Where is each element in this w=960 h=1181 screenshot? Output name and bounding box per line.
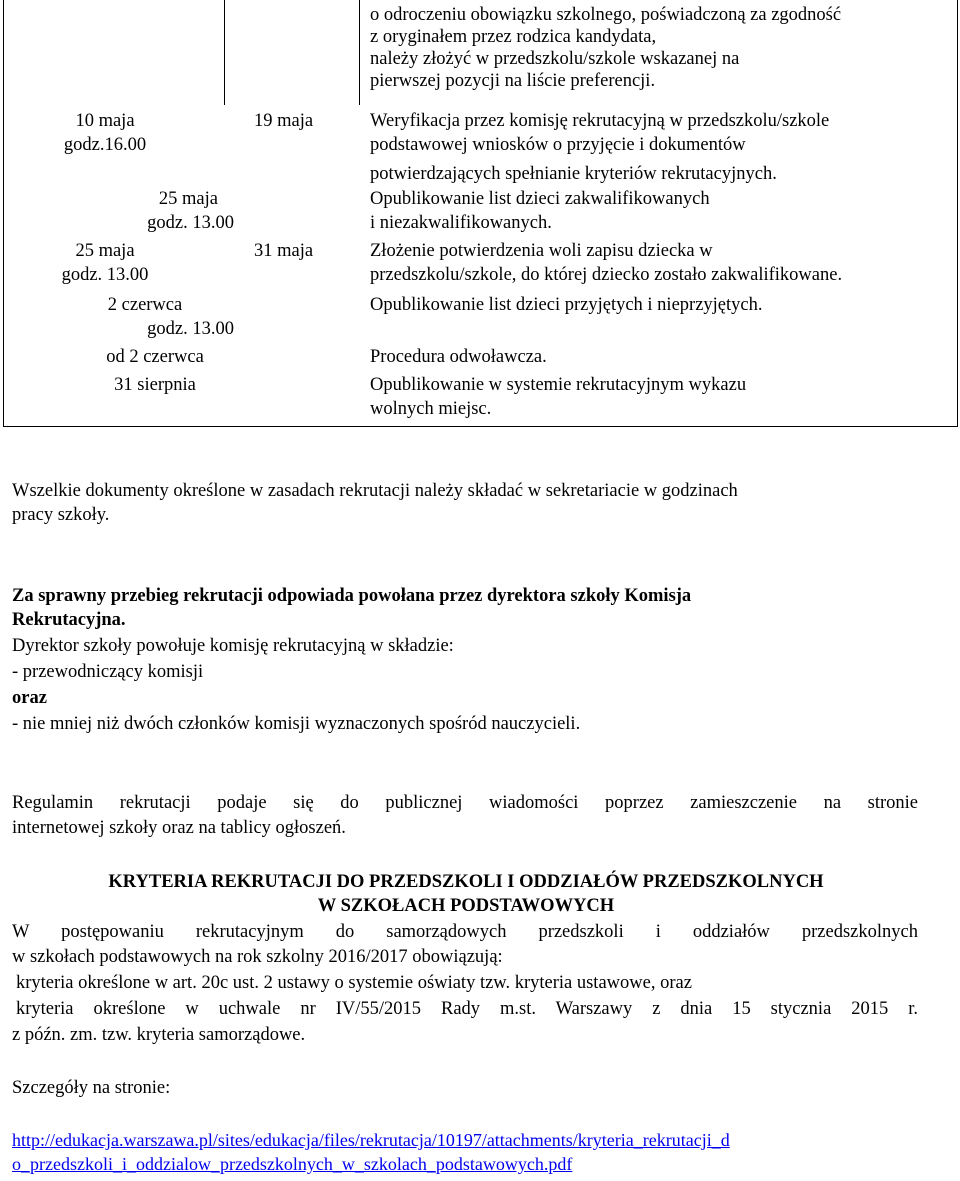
commission-line-3: oraz	[12, 688, 47, 708]
criteria-line-3: kryteria określone w art. 20c ust. 2 ustawy o systemie oświaty tzw. kryteria ustawowe, oraz	[16, 973, 692, 993]
row1-time: godz.16.00	[63, 135, 147, 155]
criteria-line-2: w szkołach podstawowych na rok szkolny 2016/2017 obowiązują:	[12, 947, 503, 967]
regulations-line-1: Regulamin rekrutacji podaje się do publicznej wiadomości poprzez zamieszczenie na stronie	[12, 793, 918, 813]
row1-date: 10 maja	[75, 111, 135, 131]
row6-desc-1: Opublikowanie w systemie rekrutacyjnym wykazu	[370, 375, 747, 395]
top-desc-4: pierwszej pozycji na liście preferencji.	[370, 71, 656, 91]
row2-desc-1: Opublikowanie list dzieci zakwalifikowanych	[370, 189, 710, 209]
row3-desc-1: Złożenie potwierdzenia woli zapisu dziecka w	[370, 241, 713, 261]
criteria-line-5: z późn. zm. tzw. kryteria samorządowe.	[12, 1025, 306, 1045]
row5-date: od 2 czerwca	[106, 347, 204, 367]
top-desc-1: o odroczeniu obowiązku szkolnego, poświadczoną za zgodność	[370, 5, 842, 25]
table-divider-2	[359, 0, 360, 105]
row2-date: 25 maja	[158, 189, 218, 209]
table-border-right	[957, 0, 958, 427]
row3-end-date: 31 maja	[254, 241, 314, 261]
table-border-bottom	[3, 426, 958, 427]
commission-line-2: - przewodniczący komisji	[12, 662, 204, 682]
criteria-line-4: kryteria określone w uchwale nr IV/55/2015 Rady m.st. Warszawy z dnia 15 stycznia 2015 r.	[16, 999, 918, 1019]
criteria-link-line-1[interactable]: http://edukacja.warszawa.pl/sites/edukacja/files/rekrutacja/10197/attachments/kryteria_rekrutacji_d	[12, 1130, 730, 1150]
documents-para-2: pracy szkoły.	[12, 505, 110, 525]
row2-desc-2: i niezakwalifikowanych.	[370, 213, 552, 233]
row4-desc-1: Opublikowanie list dzieci przyjętych i nieprzyjętych.	[370, 295, 763, 315]
commission-heading-1: Za sprawny przebieg rekrutacji odpowiada powołana przez dyrektora szkoły Komisja	[12, 586, 692, 606]
row6-desc-2: wolnych miejsc.	[370, 399, 492, 419]
commission-line-4: - nie mniej niż dwóch członków komisji wyznaczonych spośród nauczycieli.	[12, 714, 581, 734]
row5-desc-1: Procedura odwoławcza.	[370, 347, 547, 367]
criteria-heading-1: KRYTERIA REKRUTACJI DO PRZEDSZKOLI I ODDZIAŁÓW PRZEDSZKOLNYCH	[108, 872, 824, 892]
criteria-link-line-2[interactable]: o_przedszkoli_i_oddzialow_przedszkolnych_w_szkolach_podstawowych.pdf	[12, 1154, 573, 1174]
regulations-line-2: internetowej szkoły oraz na tablicy ogłoszeń.	[12, 818, 346, 838]
commission-line-1: Dyrektor szkoły powołuje komisję rekrutacyjną w składzie:	[12, 636, 454, 656]
row3-time: godz. 13.00	[61, 265, 149, 285]
row4-date: 2 czerwca	[107, 295, 183, 315]
top-desc-3: należy złożyć w przedszkolu/szkole wskazanej na	[370, 49, 740, 69]
row1-desc-2: podstawowej wniosków o przyjęcie i dokumentów	[370, 135, 746, 155]
details-label: Szczegóły na stronie:	[12, 1078, 171, 1098]
row3-desc-2: przedszkolu/szkole, do której dziecko zostało zakwalifikowane.	[370, 265, 843, 285]
row1-desc-1: Weryfikacja przez komisję rekrutacyjną w przedszkolu/szkole	[370, 111, 830, 131]
documents-para-1: Wszelkie dokumenty określone w zasadach rekrutacji należy składać w sekretariacie w godzinach	[12, 481, 738, 501]
top-desc-2: z oryginałem przez rodzica kandydata,	[370, 27, 657, 47]
criteria-line-1: W postępowaniu rekrutacyjnym do samorządowych przedszkoli i oddziałów przedszkolnych	[12, 922, 918, 942]
row4-time: godz. 13.00	[147, 319, 234, 339]
row1-desc-3: potwierdzających spełnianie kryteriów rekrutacyjnych.	[370, 164, 777, 184]
row2-time: godz. 13.00	[147, 213, 234, 233]
row6-date: 31 sierpnia	[114, 375, 196, 395]
table-border-left	[3, 0, 4, 427]
table-divider-1	[224, 0, 225, 105]
row3-date: 25 maja	[75, 241, 135, 261]
criteria-heading-2: W SZKOŁACH PODSTAWOWYCH	[317, 896, 615, 916]
row1-end-date: 19 maja	[254, 111, 314, 131]
commission-heading-2: Rekrutacyjna.	[12, 610, 126, 630]
